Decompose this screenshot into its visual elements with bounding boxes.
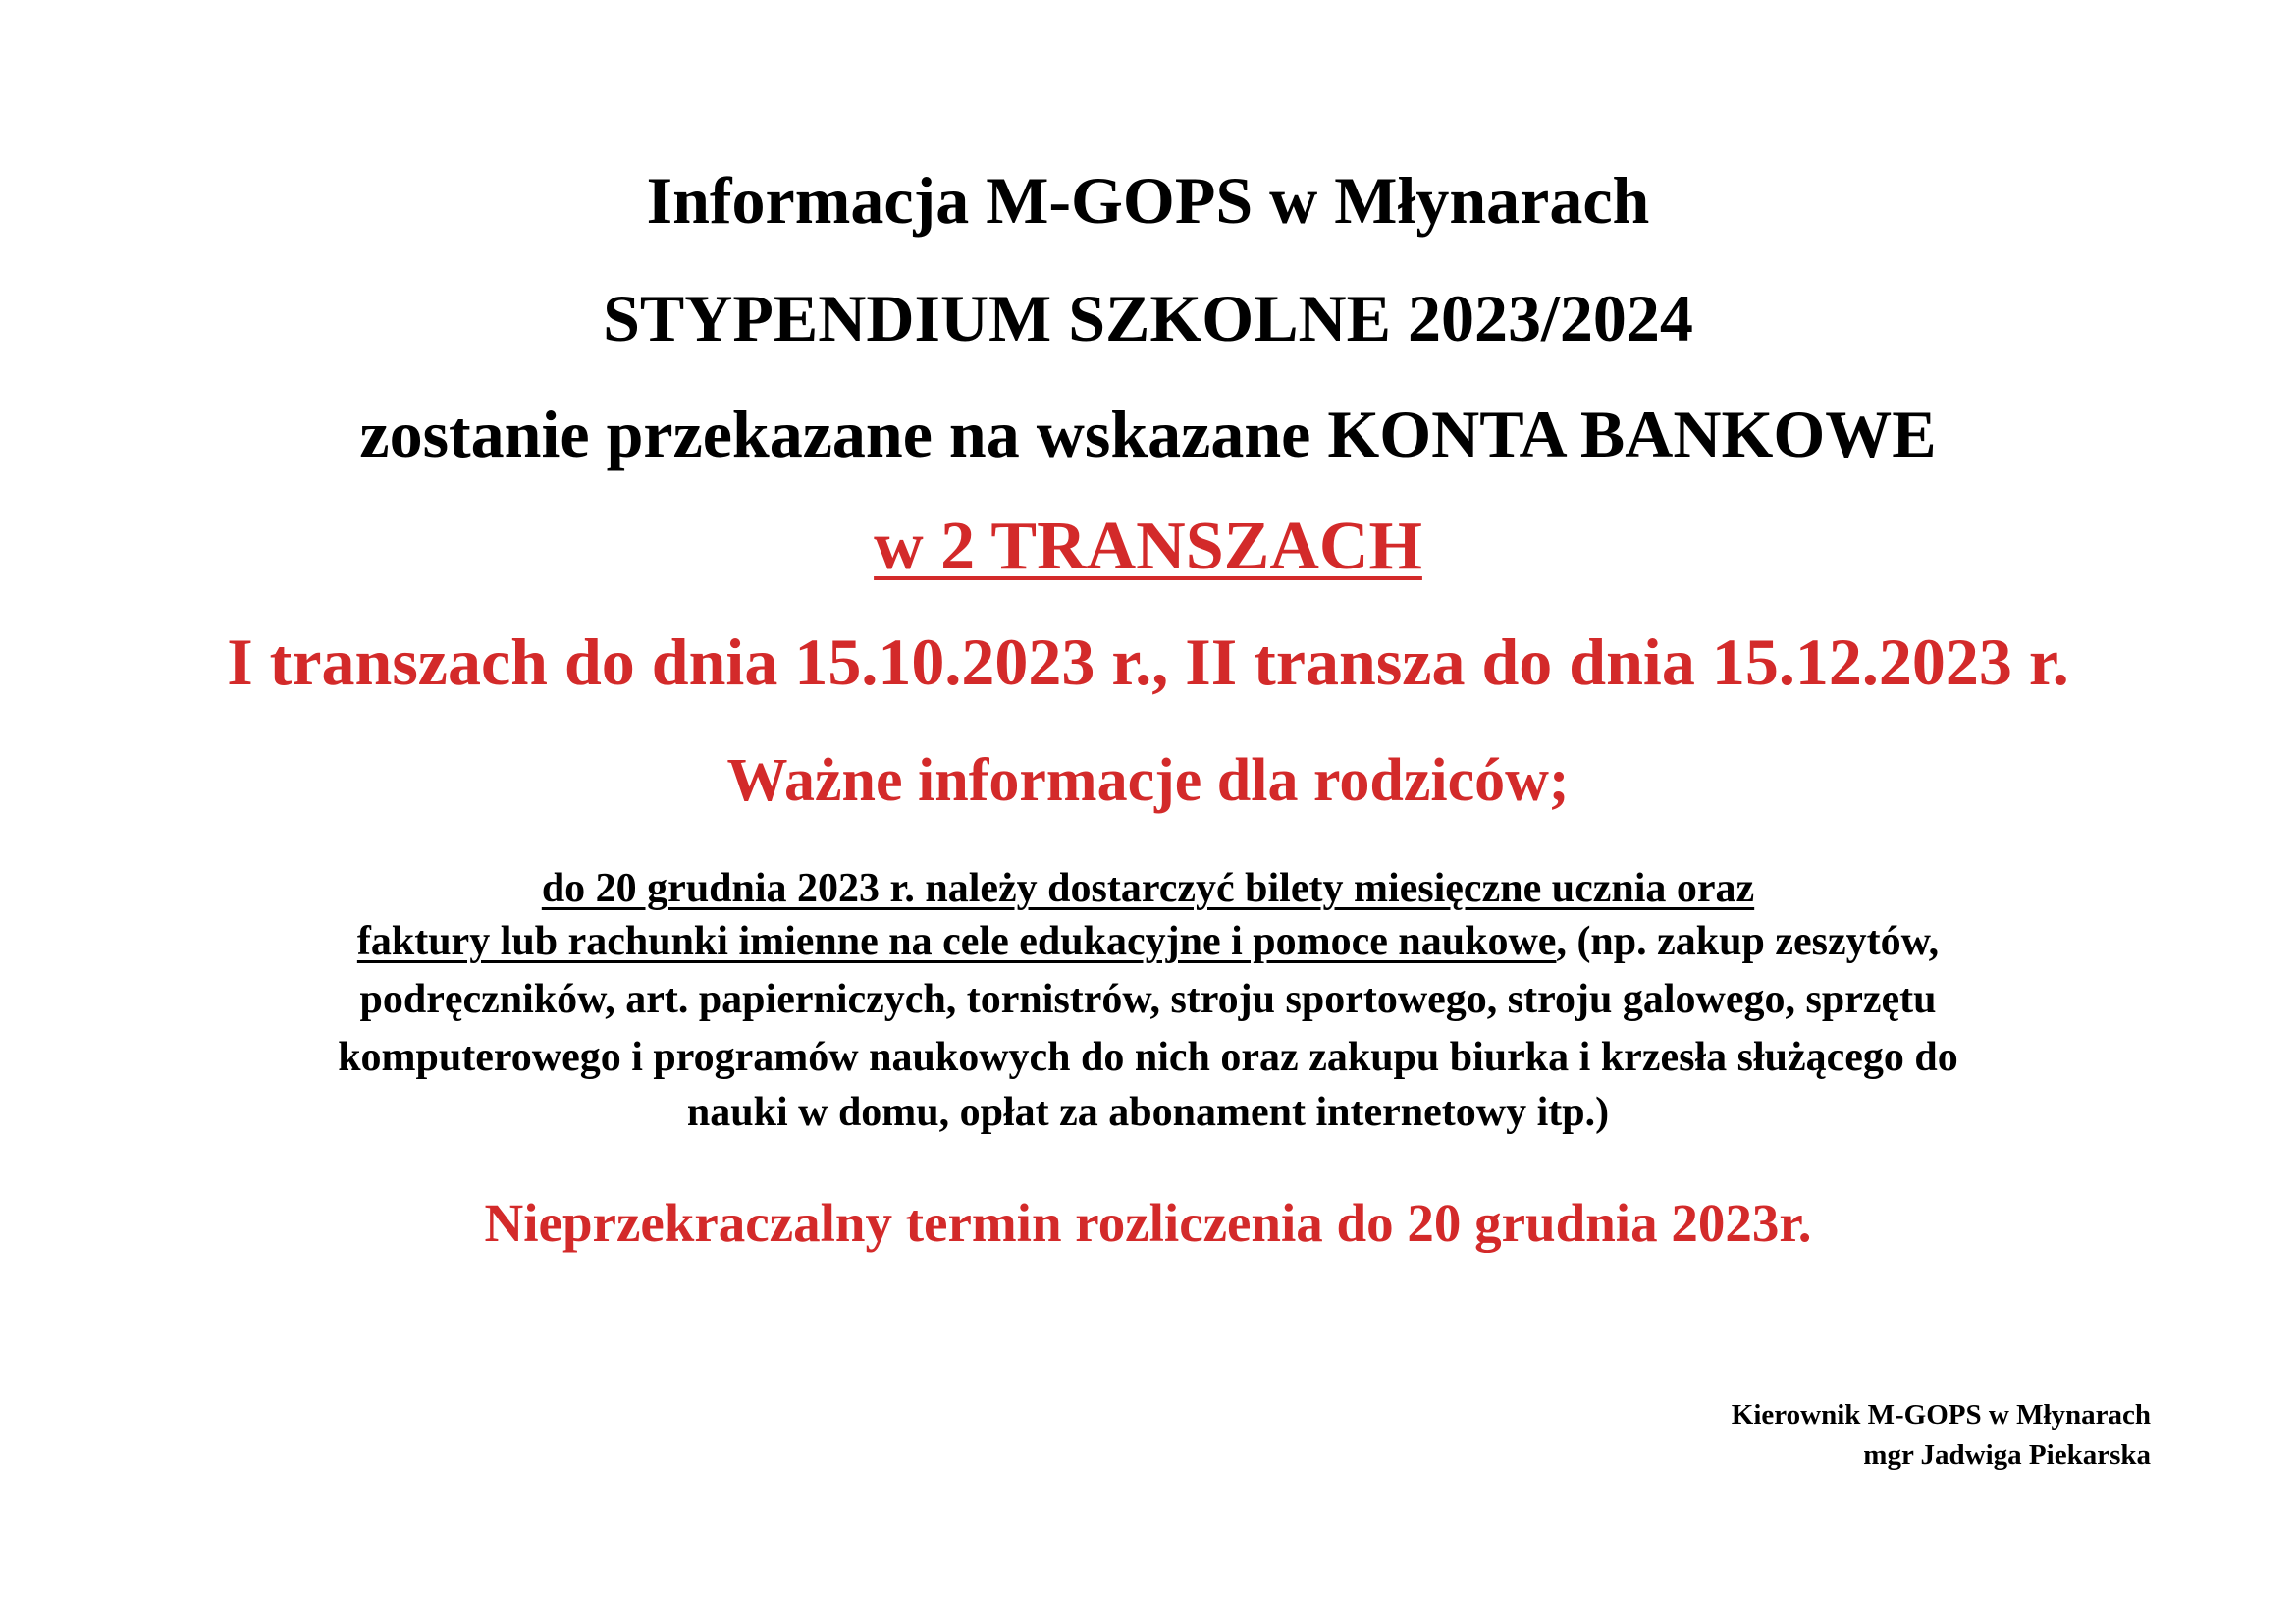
parents-info-line-2-rest: , (np. zakup zeszytów,: [1556, 919, 1940, 964]
tranches-heading: [0, 509, 2296, 584]
title-line-3-emphasis: KONTA BANKOWE: [1327, 397, 1937, 471]
tranches-dates: I transzach do dnia 15.10.2023 r., II transza do dnia 15.12.2023 r.: [227, 624, 2069, 699]
parents-info-line-1: [0, 868, 2296, 909]
parents-info-line-5: nauki w domu, opłat za abonament internetowy itp.): [686, 1090, 1610, 1135]
signature-title: Kierownik M-GOPS w Młynarach: [1731, 1399, 2151, 1431]
tranches-heading-text: w 2 TRANSZACH: [874, 509, 1422, 584]
parents-info-line-1-text: do 20 grudnia 2023 r. należy dostarczyć bilety miesięczne ucznia oraz: [541, 866, 1755, 911]
title-line-2: STYPENDIUM SZKOLNE 2023/2024: [603, 281, 1693, 355]
parents-info-heading: Ważne informacje dla rodziców;: [726, 747, 1570, 814]
parents-info-line-2: [0, 921, 2296, 962]
title-line-3-prefix: zostanie przekazane na wskazane: [359, 397, 1328, 471]
parents-info-line-4: komputerowego i programów naukowych do nich oraz zakupu biurka i krzesła służącego do: [338, 1035, 1958, 1080]
title-line-1: Informacja M-GOPS w Młynarach: [646, 163, 1650, 238]
title-line-3: [0, 397, 2296, 471]
deadline-notice: Nieprzekraczalny termin rozliczenia do 20 grudnia 2023r.: [484, 1193, 1812, 1253]
parents-info-line-2-underlined: faktury lub rachunki imienne na cele edukacyjne i pomoce naukowe: [356, 919, 1557, 964]
parents-info-line-3: podręczników, art. papierniczych, tornistrów, stroju sportowego, stroju galowego, sprzętu: [359, 977, 1937, 1022]
signature-name: mgr Jadwiga Piekarska: [1863, 1439, 2151, 1471]
